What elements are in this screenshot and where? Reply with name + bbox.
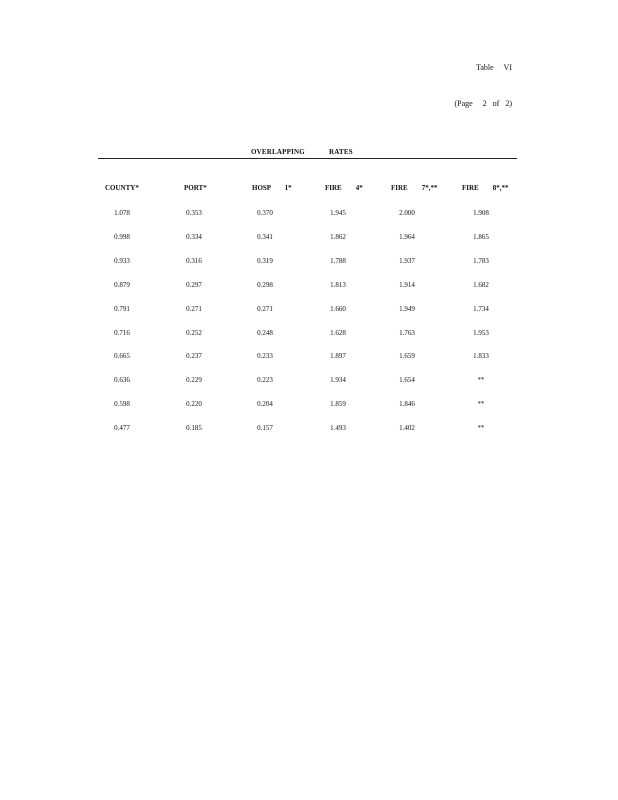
table-cell-fire-8: 1.833 <box>473 352 489 361</box>
table-cell-fire-4: 1.813 <box>330 280 346 289</box>
table-cell-county: 0.636 <box>114 376 130 385</box>
column-header-hosp-1: HOSP 1* <box>252 184 292 192</box>
table-cell-hosp-1: 0.298 <box>257 280 273 289</box>
table-cell-hosp-1: 0.223 <box>257 376 273 385</box>
table-cell-fire-4: 1.862 <box>330 232 346 241</box>
column-header-fire-8: FIRE 8*,** <box>462 184 509 192</box>
table-cell-fire-4: 1.897 <box>330 352 346 361</box>
table-cell-county: 0.791 <box>114 304 130 313</box>
table-cell-fire-4: 1.859 <box>330 400 346 409</box>
column-header-port: PORT* <box>184 184 207 192</box>
page-label: (Page 2 of 2) <box>454 99 512 108</box>
table-cell-fire-7: 1.659 <box>399 352 415 361</box>
table-cell-port: 0.185 <box>186 424 202 433</box>
table-cell-county: 0.477 <box>114 424 130 433</box>
table-cell-fire-4: 1.945 <box>330 209 346 217</box>
table-cell-fire-8: ** <box>477 400 485 409</box>
table-cell-hosp-1: 0.370 <box>257 209 273 217</box>
table-cell-fire-7: 1.964 <box>399 232 415 241</box>
table-cell-hosp-1: 0.204 <box>257 400 273 409</box>
table-cell-fire-4: 1.788 <box>330 256 346 265</box>
table-label: Table VI <box>476 63 512 72</box>
column-header-fire-7: FIRE 7*,** <box>391 184 438 192</box>
table-cell-port: 0.316 <box>186 256 202 265</box>
table-cell-fire-7: 1.914 <box>399 280 415 289</box>
title-overlapping: OVERLAPPING <box>251 148 305 156</box>
table-cell-port: 0.229 <box>186 376 202 385</box>
table-cell-fire-4: 1.493 <box>330 424 346 433</box>
column-header-county: COUNTY* <box>105 184 139 192</box>
table-cell-fire-7: 1.654 <box>399 376 415 385</box>
table-cell-fire-7: 1.937 <box>399 256 415 265</box>
table-cell-hosp-1: 0.271 <box>257 304 273 313</box>
table-cell-hosp-1: 0.319 <box>257 256 273 265</box>
table-cell-hosp-1: 0.248 <box>257 328 273 337</box>
table-cell-fire-8: ** <box>477 376 485 385</box>
page-header <box>454 38 512 122</box>
header-rule <box>98 158 517 159</box>
table-cell-port: 0.297 <box>186 280 202 289</box>
table-cell-hosp-1: 0.341 <box>257 232 273 241</box>
table-cell-fire-4: 1.934 <box>330 376 346 385</box>
table-cell-fire-8: 1.734 <box>473 304 489 313</box>
table-cell-fire-8: 1.953 <box>473 328 489 337</box>
table-cell-fire-4: 1.628 <box>330 328 346 337</box>
table-cell-fire-7: 1.846 <box>399 400 415 409</box>
table-cell-port: 0.271 <box>186 304 202 313</box>
table-cell-fire-7: 2.000 <box>399 209 415 217</box>
table-cell-fire-4: 1.660 <box>330 304 346 313</box>
table-cell-port: 0.220 <box>186 400 202 409</box>
table-cell-hosp-1: 0.157 <box>257 424 273 433</box>
table-cell-fire-8: 1.865 <box>473 232 489 241</box>
table-cell-county: 0.665 <box>114 352 130 361</box>
table-cell-county: 0.933 <box>114 256 130 265</box>
table-cell-fire-7: 1.763 <box>399 328 415 337</box>
title-rates: RATES <box>329 148 353 156</box>
table-cell-fire-8: 1.783 <box>473 256 489 265</box>
table-cell-fire-8: 1.908 <box>473 209 489 217</box>
table-cell-fire-8: 1.682 <box>473 280 489 289</box>
table-cell-port: 0.237 <box>186 352 202 361</box>
table-cell-county: 1.078 <box>114 209 130 217</box>
table-cell-county: 0.716 <box>114 328 130 337</box>
column-header-fire-4: FIRE 4* <box>325 184 363 192</box>
table-cell-hosp-1: 0.233 <box>257 352 273 361</box>
table-cell-county: 0.598 <box>114 400 130 409</box>
table-cell-fire-8: ** <box>477 424 485 433</box>
table-cell-fire-7: 1.949 <box>399 304 415 313</box>
table-cell-port: 0.252 <box>186 328 202 337</box>
table-cell-county: 0.998 <box>114 232 130 241</box>
table-cell-port: 0.353 <box>186 209 202 217</box>
table-cell-port: 0.334 <box>186 232 202 241</box>
table-cell-county: 0.879 <box>114 280 130 289</box>
table-cell-fire-7: 1.402 <box>399 424 415 433</box>
